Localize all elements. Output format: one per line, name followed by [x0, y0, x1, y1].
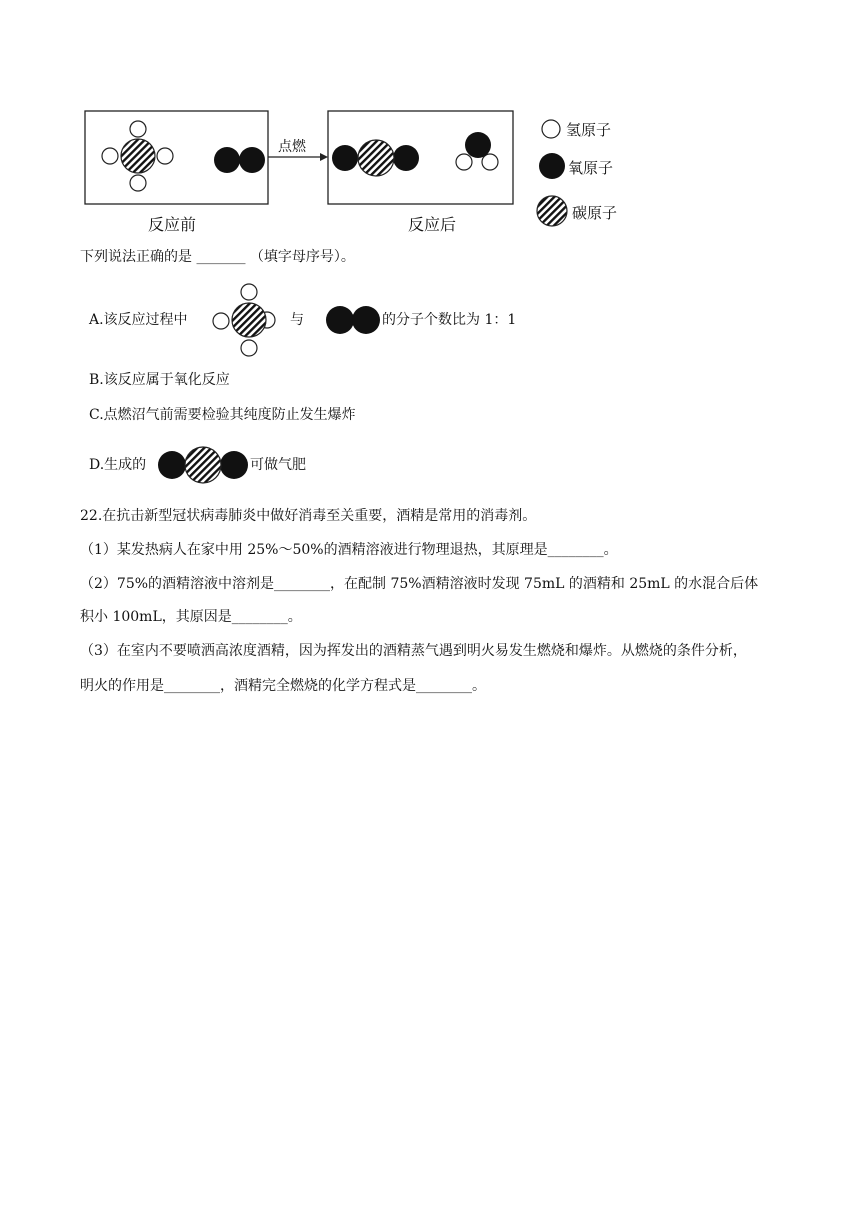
option-a-methane-icon [226, 283, 276, 357]
option-a-oxygen-icon [326, 305, 382, 335]
q21-prompt: 下列说法正确的是 _______ （填字母序号）。 [80, 249, 355, 265]
before-label: 反应前 [148, 215, 197, 234]
q22-part2-line1: （2）75%的酒精溶液中溶剂是________，在配制 75%酒精溶液时发现 75mL 的酒精和 25mL 的水混合后体 [80, 576, 759, 592]
option-a-mid: 与 [290, 312, 304, 328]
hydrogen-legend-icon [542, 120, 560, 138]
option-d-suffix: 可做气肥 [250, 457, 306, 473]
q22-stem: 22.在抗击新型冠状病毒肺炎中做好消毒至关重要，酒精是常用的消毒剂。 [80, 508, 537, 524]
arrow-label: 点燃 [278, 139, 306, 155]
option-a-hydrogen-left-icon [211, 311, 231, 331]
q22-part1: （1）某发热病人在家中用 25%～50%的酒精溶液进行物理退热，其原理是________。 [80, 542, 618, 558]
legend-oxygen-label: 氧原子 [568, 159, 614, 177]
option-b: B.该反应属于氧化反应 [89, 372, 230, 388]
option-d-carbon-dioxide-icon [156, 445, 250, 485]
after-label: 反应后 [408, 215, 457, 234]
carbon-legend-icon [537, 196, 567, 226]
q22-part3-line1: （3）在室内不要喷洒高浓度酒精，因为挥发出的酒精蒸气遇到明火易发生燃烧和爆炸。从燃烧的条件分析， [80, 643, 747, 659]
option-d-prefix: D.生成的 [89, 457, 147, 473]
option-c: C.点燃沼气前需要检验其纯度防止发生爆炸 [89, 407, 356, 423]
option-a-prefix: A.该反应过程中 [89, 312, 188, 328]
legend-carbon-label: 碳原子 [572, 204, 618, 222]
oxygen-molecule [214, 147, 265, 173]
carbon-dioxide-molecule [332, 140, 419, 176]
legend-hydrogen-label: 氢原子 [566, 121, 612, 139]
q22-part3-line2: 明火的作用是________，酒精完全燃烧的化学方程式是________。 [80, 678, 486, 694]
water-molecule [456, 132, 498, 170]
reaction-diagram [0, 0, 860, 240]
option-a-suffix: 的分子个数比为 1：1 [382, 312, 517, 328]
methane-molecule [102, 121, 173, 191]
oxygen-legend-icon [539, 153, 565, 179]
q22-part2-line2: 积小 100mL，其原因是________。 [80, 609, 302, 625]
